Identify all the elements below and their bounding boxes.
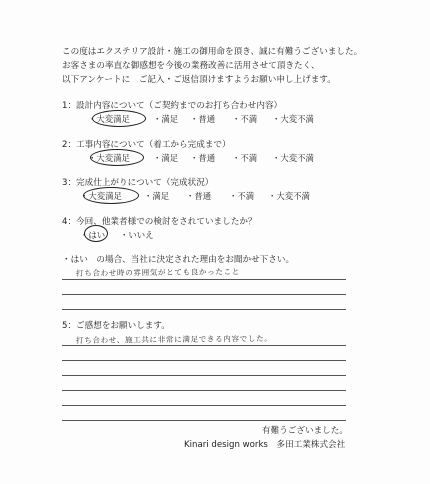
selection-circle <box>84 225 108 242</box>
option-very-satisfied[interactable]: ・大変満足 <box>88 153 130 163</box>
answer-line <box>62 390 346 391</box>
option-yes[interactable]: ・はい <box>80 230 106 240</box>
answer-line <box>62 405 346 406</box>
answer-line <box>62 345 346 346</box>
question-2-title: 2：工事内容について（着工から完成まで） <box>62 140 231 150</box>
reason-title: ・はい の場合、当社に決定された理由をお聞かせ下さい。 <box>62 255 295 265</box>
intro-line-3: 以下アンケートに ご記入・ご返信頂けますようお願い申し上げます。 <box>62 75 336 85</box>
selection-circle <box>92 110 146 127</box>
option-satisfied[interactable]: ・満足 <box>153 153 179 163</box>
answer-line <box>62 279 346 280</box>
option-dissatisfied[interactable]: ・不満 <box>232 153 258 163</box>
option-very-dissatisfied[interactable]: ・大変不満 <box>268 191 310 201</box>
intro-line-2: お客さまの率直な御感想を今後の業務改善に活用させて頂きたく、 <box>62 61 320 71</box>
option-satisfied[interactable]: ・満足 <box>153 114 179 124</box>
answer-line <box>62 360 346 361</box>
option-very-satisfied[interactable]: ・大変満足 <box>88 114 130 124</box>
question-4-title: 4：今回、他業者様での検討をされていましたか？ <box>62 217 257 227</box>
selection-circle <box>83 187 139 204</box>
reason-handwritten-answer: 打ち合わせ時の雰囲気がとても良かったこと <box>75 267 240 278</box>
question-3-title: 3：完成仕上がりについて（完成状況） <box>62 178 214 188</box>
answer-line <box>62 420 346 421</box>
intro-line-1: この度はエクステリア設計・施工の御用命を頂き、誠に有難うございました。 <box>62 47 363 57</box>
answer-line <box>62 309 346 310</box>
option-very-satisfied[interactable]: ・大変満足 <box>80 191 122 201</box>
option-no[interactable]: ・いいえ <box>120 230 154 240</box>
option-average[interactable]: ・普通 <box>186 191 212 201</box>
company-name: Kinari design works 多田工業株式会社 <box>184 440 346 450</box>
option-very-dissatisfied[interactable]: ・大変不満 <box>272 114 314 124</box>
question-1-title: 1：設計内容について（ご契約までのお打ち合わせ内容） <box>62 101 283 111</box>
answer-line <box>62 375 346 376</box>
selection-circle <box>90 149 144 166</box>
option-very-dissatisfied[interactable]: ・大変不満 <box>272 153 314 163</box>
impression-handwritten-answer: 打ち合わせ、施工共に非常に満足できる内容でした。 <box>75 333 273 346</box>
option-satisfied[interactable]: ・満足 <box>144 191 170 201</box>
option-dissatisfied[interactable]: ・不満 <box>232 114 258 124</box>
option-average[interactable]: ・普通 <box>190 153 216 163</box>
answer-line <box>62 294 346 295</box>
question-5-title: 5：ご感想をお願いします。 <box>62 321 170 331</box>
closing-thanks: 有難うございました。 <box>262 426 348 436</box>
option-average[interactable]: ・普通 <box>190 114 216 124</box>
option-dissatisfied[interactable]: ・不満 <box>229 191 255 201</box>
